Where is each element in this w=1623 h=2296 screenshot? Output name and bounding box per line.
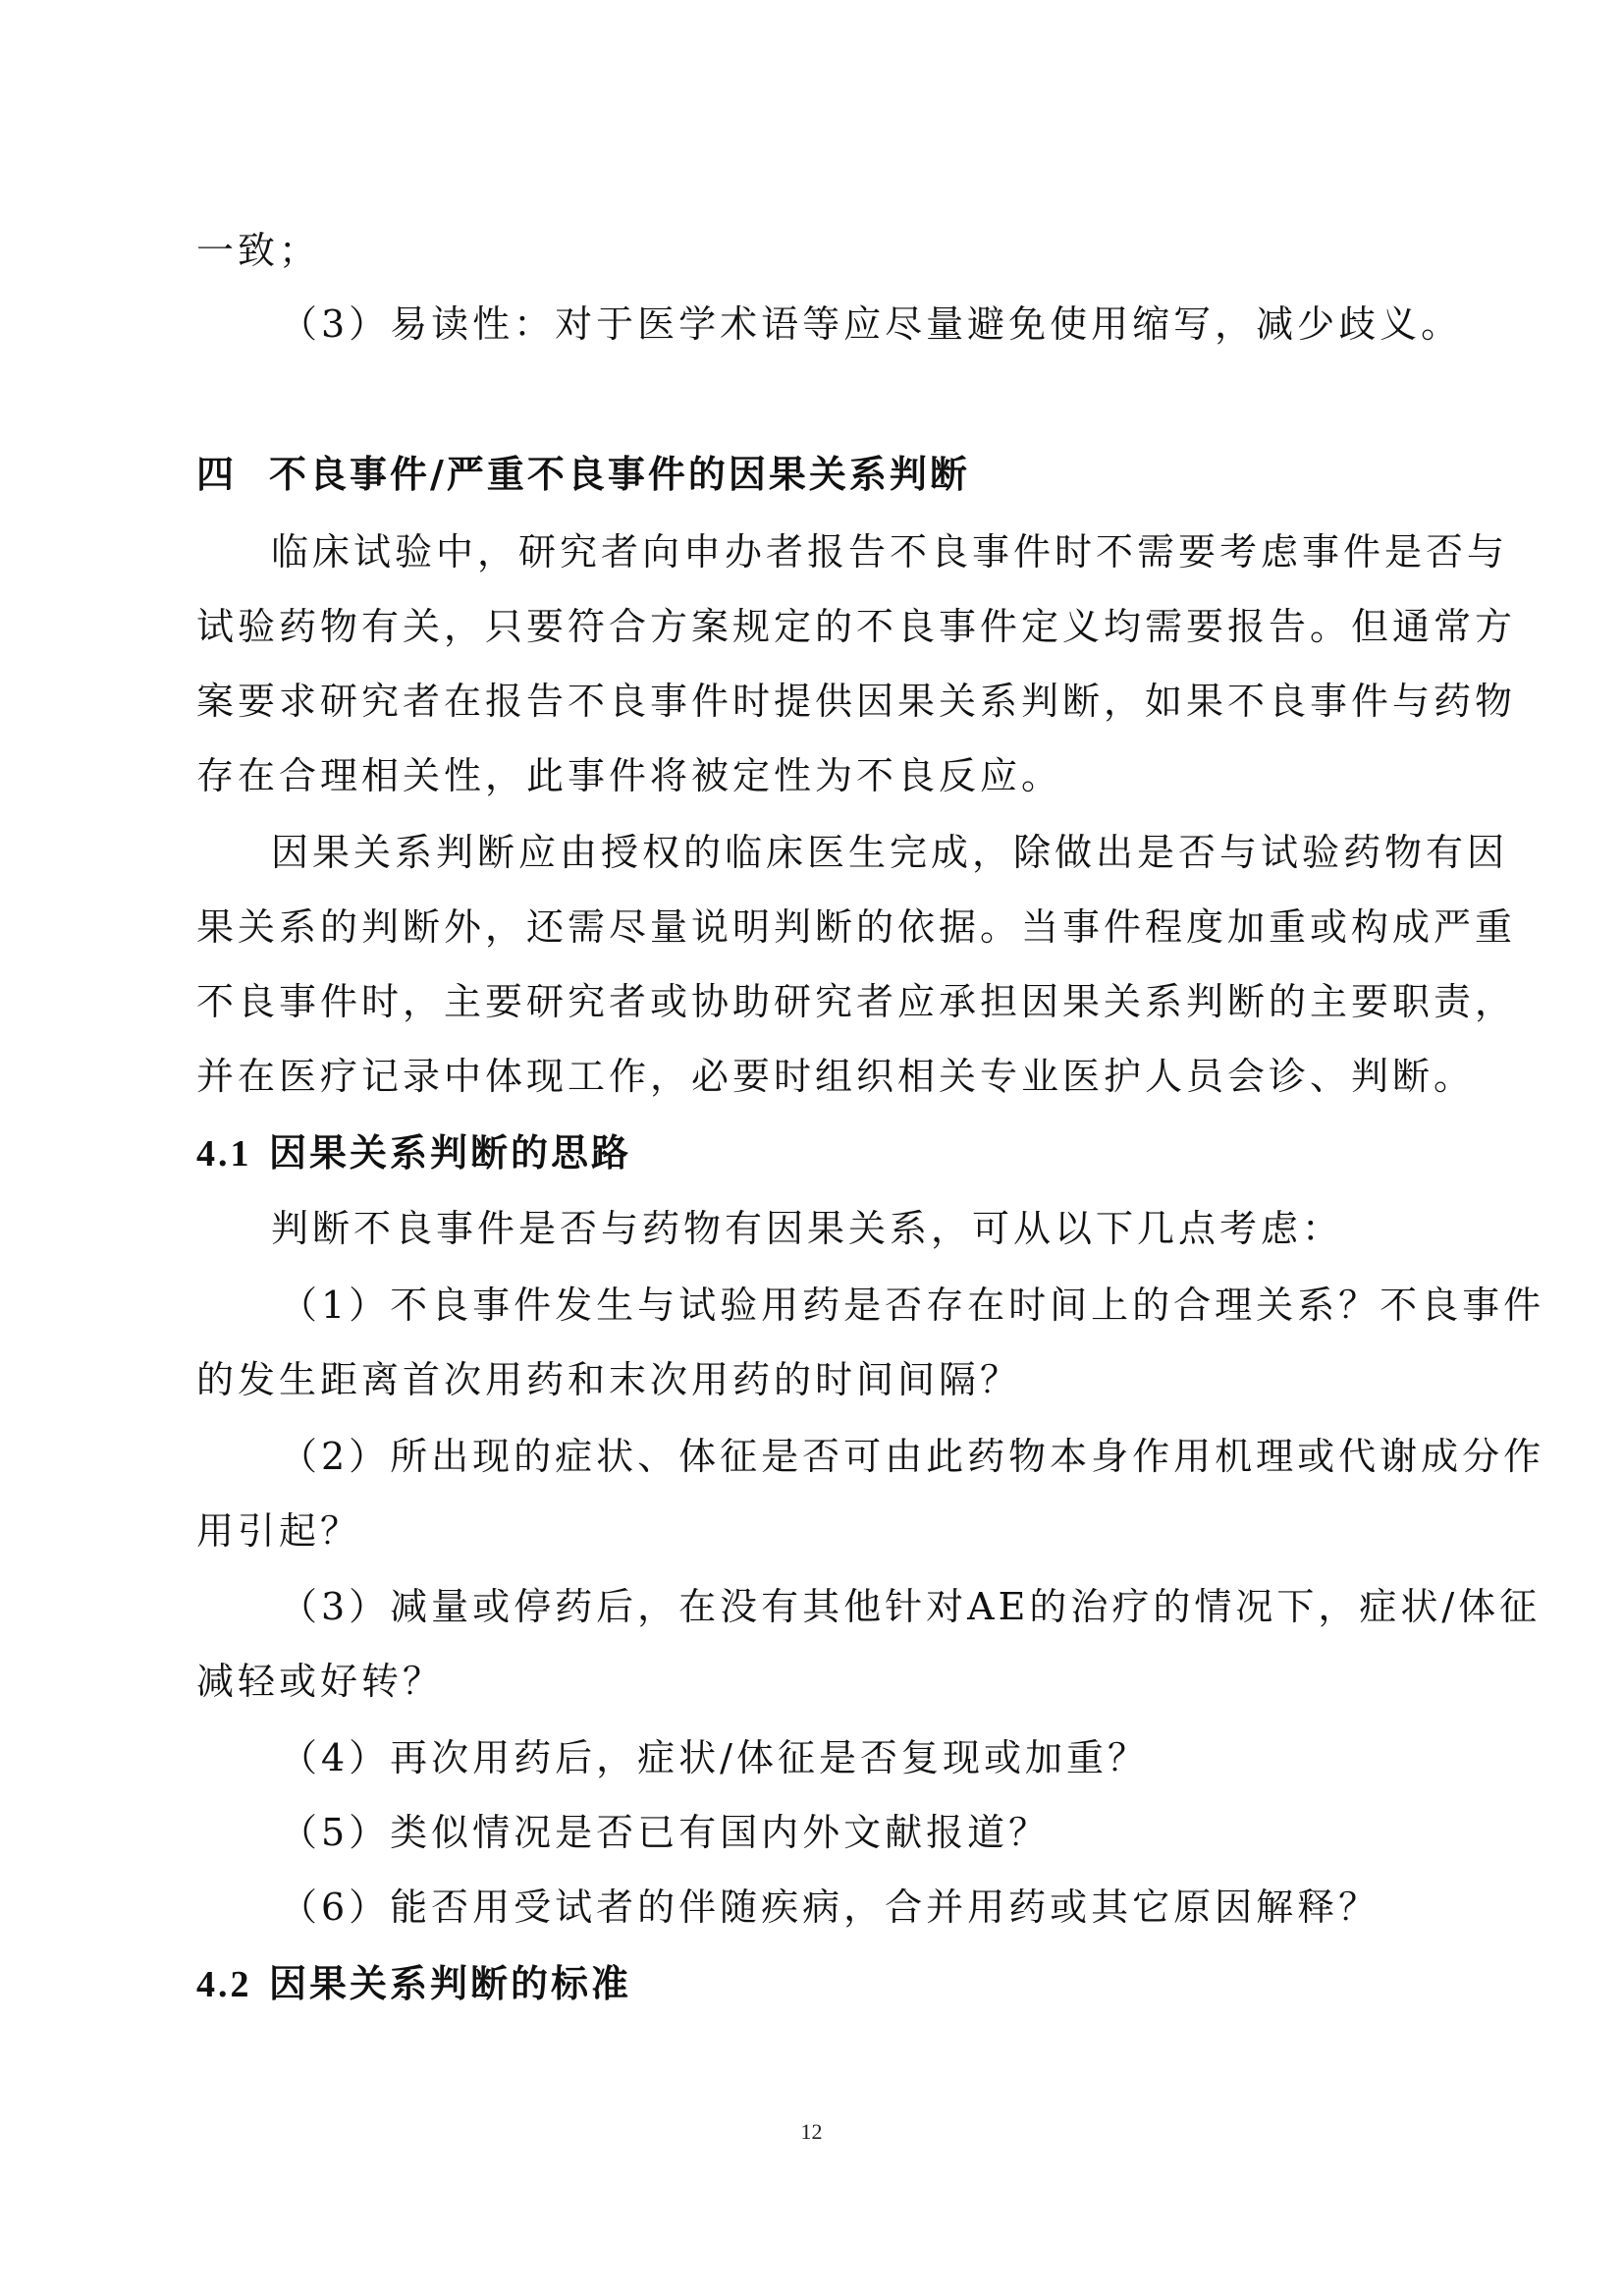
paragraph-line: 因果关系判断应由授权的临床医生完成，除做出是否与试验药物有因 <box>271 831 1509 874</box>
section-heading <box>196 450 1443 499</box>
text-line: 一致； <box>196 229 321 272</box>
paragraph-line: 试验药物有关，只要符合方案规定的不良事件定义均需要报告。但通常方 <box>196 605 1517 648</box>
list-item: （5）类似情况是否已有国内外文献报道？ <box>280 1811 1051 1854</box>
subsection-title: 因果关系判断的思路 <box>269 1131 632 1175</box>
subsection-title: 因果关系判断的标准 <box>269 1962 632 2005</box>
list-item-continuation: 减轻或好转？ <box>196 1660 445 1703</box>
subsection-heading <box>196 1128 1443 1178</box>
list-item: （4）再次用药后，症状/体征是否复现或加重？ <box>280 1736 1149 1779</box>
list-item-continuation: 用引起？ <box>196 1509 362 1553</box>
list-item-continuation: 的发生距离首次用药和末次用药的时间间隔？ <box>196 1358 1022 1401</box>
page-number: 12 <box>800 2119 823 2144</box>
list-item: （1）不良事件发生与试验用药是否存在时间上的合理关系？不良事件 <box>280 1284 1545 1327</box>
section-title: 不良事件/严重不良事件的因果关系判断 <box>269 453 970 496</box>
paragraph-line: 临床试验中，研究者向申办者报告不良事件时不需要考虑事件是否与 <box>271 530 1509 574</box>
paragraph-line: 不良事件时，主要研究者或协助研究者应承担因果关系判断的主要职责， <box>196 980 1517 1023</box>
subsection-number: 4.2 <box>196 1964 252 2005</box>
paragraph-line: 存在合理相关性，此事件将被定性为不良反应。 <box>196 754 1063 797</box>
list-item: （3）减量或停药后，在没有其他针对AE的治疗的情况下，症状/体征 <box>280 1585 1542 1628</box>
paragraph-line: 并在医疗记录中体现工作，必要时组织相关专业医护人员会诊、判断。 <box>196 1055 1476 1098</box>
list-item: （2）所出现的症状、体征是否可由此药物本身作用机理或代谢成分作 <box>280 1435 1545 1478</box>
paragraph-line: 判断不良事件是否与药物有因果关系，可从以下几点考虑： <box>271 1207 1344 1250</box>
section-number: 四 <box>196 453 238 496</box>
text-line: （3）易读性：对于医学术语等应尽量避免使用缩写，减少歧义。 <box>280 302 1463 346</box>
subsection-heading <box>196 1959 1443 2009</box>
paragraph-line: 案要求研究者在报告不良事件时提供因果关系判断，如果不良事件与药物 <box>196 680 1517 723</box>
paragraph-line: 果关系的判断外，还需尽量说明判断的依据。当事件程度加重或构成严重 <box>196 905 1517 949</box>
subsection-number: 4.1 <box>196 1133 252 1175</box>
list-item: （6）能否用受试者的伴随疾病，合并用药或其它原因解释？ <box>280 1886 1380 1929</box>
